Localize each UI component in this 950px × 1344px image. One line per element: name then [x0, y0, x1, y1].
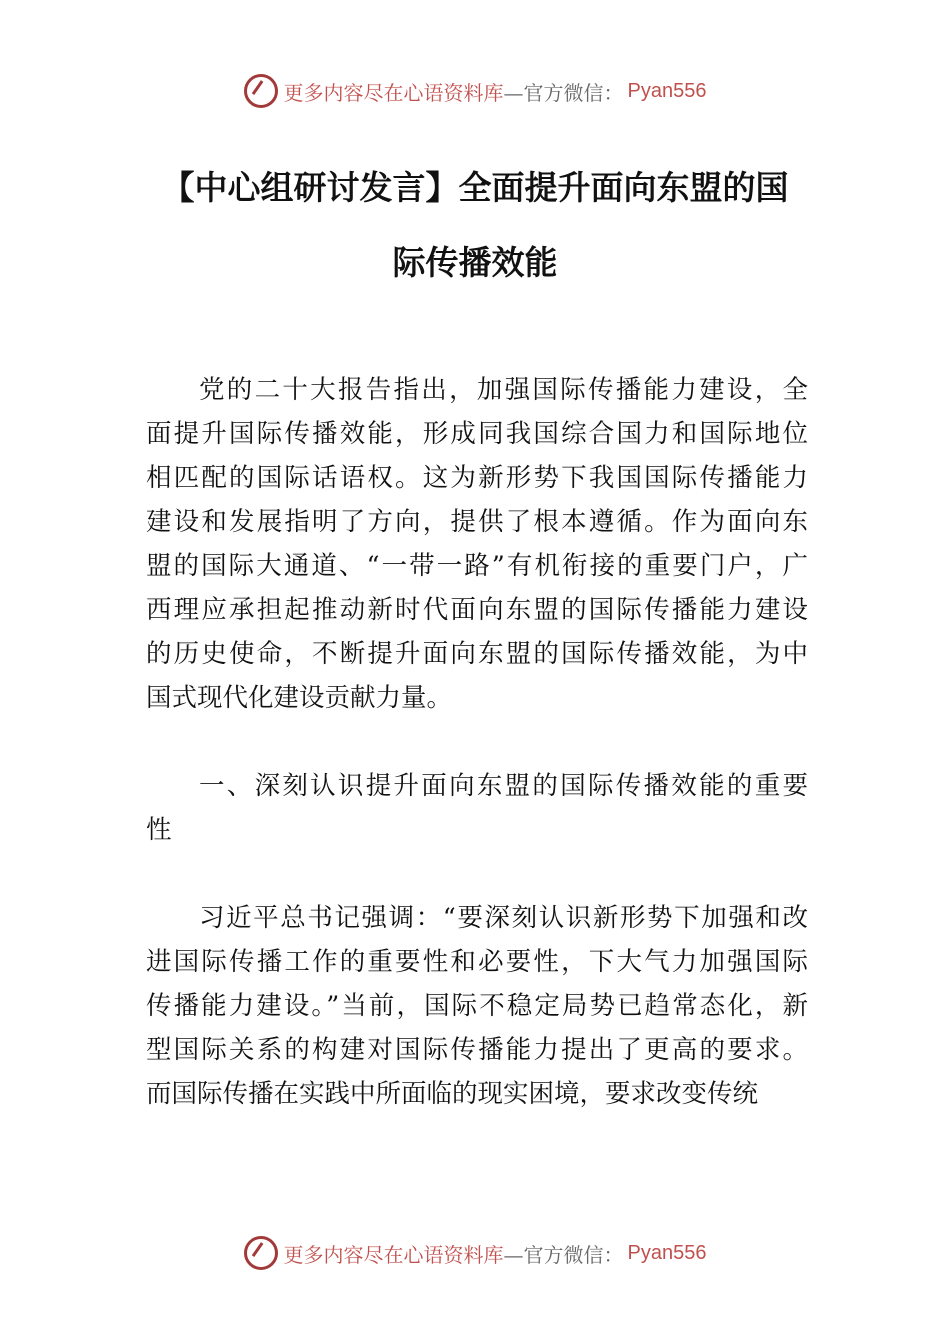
watermark-text: 更多内容尽在心语资料库: [283, 80, 504, 105]
text-line: 建设和发展指明了方向，提供了根本遵循。作为面向东: [146, 507, 808, 537]
logo-icon: [244, 1236, 278, 1270]
text-line: 盟的国际大通道、“一带一路”有机衔接的重要门户，广: [146, 551, 808, 581]
paragraph: [146, 368, 808, 720]
watermark-label: —官方微信：: [503, 80, 624, 105]
watermark-id: Pyan556: [627, 1241, 707, 1264]
watermark-label: —官方微信：: [503, 1242, 624, 1267]
text-line: 面提升国际传播效能，形成同我国综合国力和国际地位: [146, 419, 808, 449]
text-line: 的历史使命，不断提升面向东盟的国际传播效能，为中: [146, 639, 808, 669]
watermark-id: Pyan556: [627, 79, 707, 102]
text-line: 相匹配的国际话语权。这为新形势下我国国际传播能力: [146, 463, 808, 493]
text-line: 传播能力建设。”当前，国际不稳定局势已趋常态化，新: [146, 991, 808, 1021]
text-line: 型国际关系的构建对国际传播能力提出了更高的要求。: [146, 1035, 808, 1065]
text-line: 国式现代化建设贡献力量。: [146, 683, 453, 713]
title-line: 际传播效能: [392, 243, 558, 282]
logo-icon: [244, 74, 278, 108]
text-line: 而国际传播在实践中所面临的现实困境，要求改变传统: [146, 1079, 759, 1109]
paragraph: [146, 764, 808, 852]
text-line: 西理应承担起推动新时代面向东盟的国际传播能力建设: [146, 595, 808, 625]
text-line: 一、深刻认识提升面向东盟的国际传播效能的重要: [199, 771, 808, 801]
document-title: [140, 150, 810, 300]
text-line: 性: [146, 815, 172, 845]
watermark-footer: [0, 1236, 950, 1270]
document-body: [146, 368, 808, 1160]
text-line: 习近平总书记强调：“要深刻认识新形势下加强和改: [199, 903, 808, 933]
title-line: 【中心组研讨发言】全面提升面向东盟的国: [161, 168, 789, 207]
watermark-header: [0, 74, 950, 108]
paragraph: [146, 896, 808, 1116]
text-line: 进国际传播工作的重要性和必要性，下大气力加强国际: [146, 947, 808, 977]
text-line: 党的二十大报告指出，加强国际传播能力建设，全: [199, 375, 808, 405]
watermark-text: 更多内容尽在心语资料库: [283, 1242, 504, 1267]
